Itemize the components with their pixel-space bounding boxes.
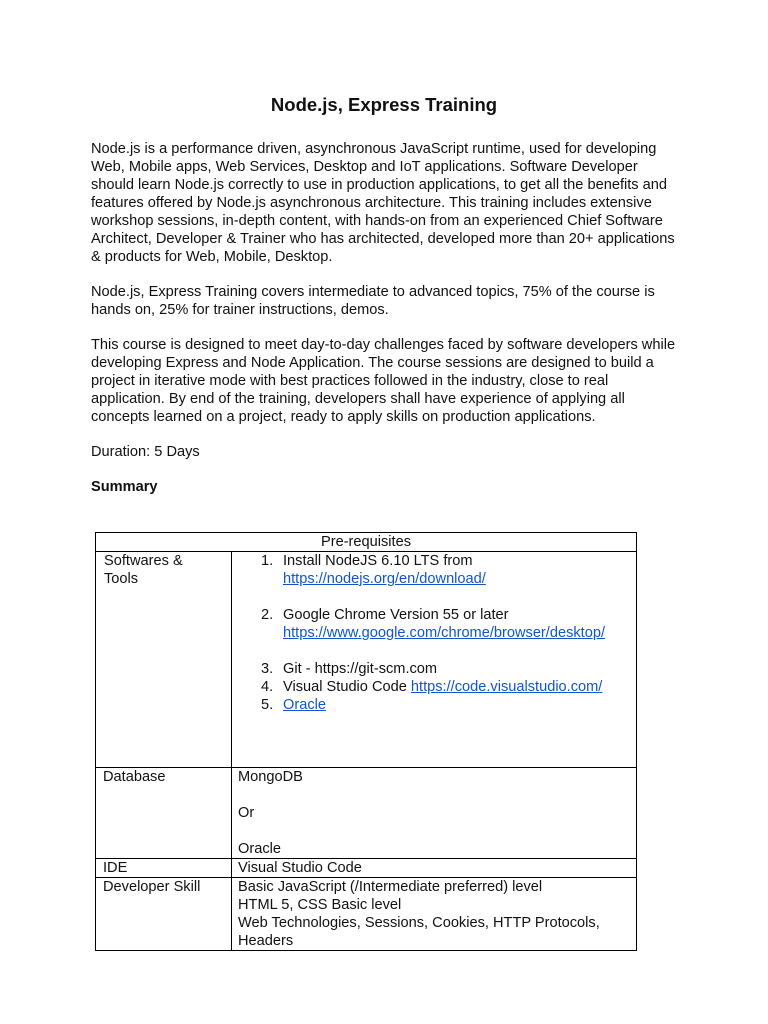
database-option: MongoDB — [238, 769, 303, 785]
list-spacer — [238, 588, 636, 606]
chrome-download-link[interactable]: https://www.google.com/chrome/browser/desktop/ — [283, 625, 606, 641]
spacer — [238, 822, 636, 840]
design-paragraph: This course is designed to meet day-to-day challenges faced by software developers while developing Express and Node Application. The course sessions are designed to build a project in iterative mode with best practices followed in the industry, close to real application. By end of the training, developers shall have experience of applying all concepts learned on a project, ready to apply skills on production applications. — [91, 337, 676, 425]
list-number: 5. — [261, 697, 274, 713]
document-body — [91, 140, 681, 496]
list-item-text: Visual Studio Code — [283, 679, 411, 695]
database-label: Database — [96, 768, 232, 859]
list-item — [238, 660, 636, 678]
list-item-text: Git - https://git-scm.com — [283, 661, 438, 677]
database-option: Oracle — [238, 841, 281, 857]
table-row — [96, 878, 637, 951]
database-cell — [232, 768, 637, 859]
table-row — [96, 768, 637, 859]
list-item — [238, 678, 636, 696]
softwares-label-cell — [96, 552, 232, 768]
ide-value: Visual Studio Code — [232, 859, 637, 878]
page-title: Node.js, Express Training — [270, 94, 498, 115]
skill-item: HTML 5, CSS Basic level — [238, 897, 402, 913]
skill-item: Web Technologies, Sessions, Cookies, HTTP Protocols, Headers — [238, 915, 600, 949]
developer-skill-cell — [232, 878, 637, 951]
duration-text: Duration: 5 Days — [91, 444, 200, 460]
list-item-text: Install NodeJS 6.10 LTS from — [283, 553, 473, 569]
spacer — [238, 786, 636, 804]
developer-skill-label: Developer Skill — [96, 878, 232, 951]
intro-paragraph: Node.js is a performance driven, asynchronous JavaScript runtime, used for developing Web, Mobile apps, Web Services, Desktop and IoT applications. Software Developer should learn Node.js correctly to use in production applications, to get all the benefits and features offered by Node.js asynchronous architecture. This training includes extensive workshop sessions, in-depth content, with hands-on from an experienced Chief Software Architect, Developer & Trainer who has architected, developed more than 20+ applications & products for Web, Mobile, Desktop. — [91, 141, 675, 265]
database-option: Or — [238, 805, 255, 821]
table-header-row — [96, 533, 637, 552]
list-item — [238, 696, 636, 714]
list-item — [238, 606, 636, 642]
summary-heading: Summary — [91, 479, 158, 495]
table-row — [96, 859, 637, 878]
list-number: 4. — [261, 679, 274, 695]
list-number: 3. — [261, 661, 274, 677]
list-item — [238, 552, 636, 588]
list-number: 1. — [261, 553, 274, 569]
list-item-text: Google Chrome Version 55 or later — [283, 607, 509, 623]
coverage-paragraph: Node.js, Express Training covers intermediate to advanced topics, 75% of the course is hands on, 25% for trainer instructions, demos. — [91, 284, 655, 318]
ide-label: IDE — [96, 859, 232, 878]
softwares-label: Softwares & Tools — [104, 553, 183, 587]
tools-list — [238, 552, 636, 714]
list-spacer — [238, 642, 636, 660]
oracle-link[interactable]: Oracle — [283, 697, 326, 713]
vscode-link[interactable]: https://code.visualstudio.com/ — [410, 679, 603, 695]
skill-item: Basic JavaScript (/Intermediate preferred) level — [238, 879, 543, 895]
prerequisites-table — [95, 532, 637, 951]
nodejs-download-link[interactable]: https://nodejs.org/en/download/ — [283, 571, 486, 587]
softwares-list-cell — [232, 552, 637, 768]
table-row — [96, 552, 637, 768]
table-header-cell: Pre-requisites — [96, 533, 637, 552]
list-number: 2. — [261, 607, 274, 623]
